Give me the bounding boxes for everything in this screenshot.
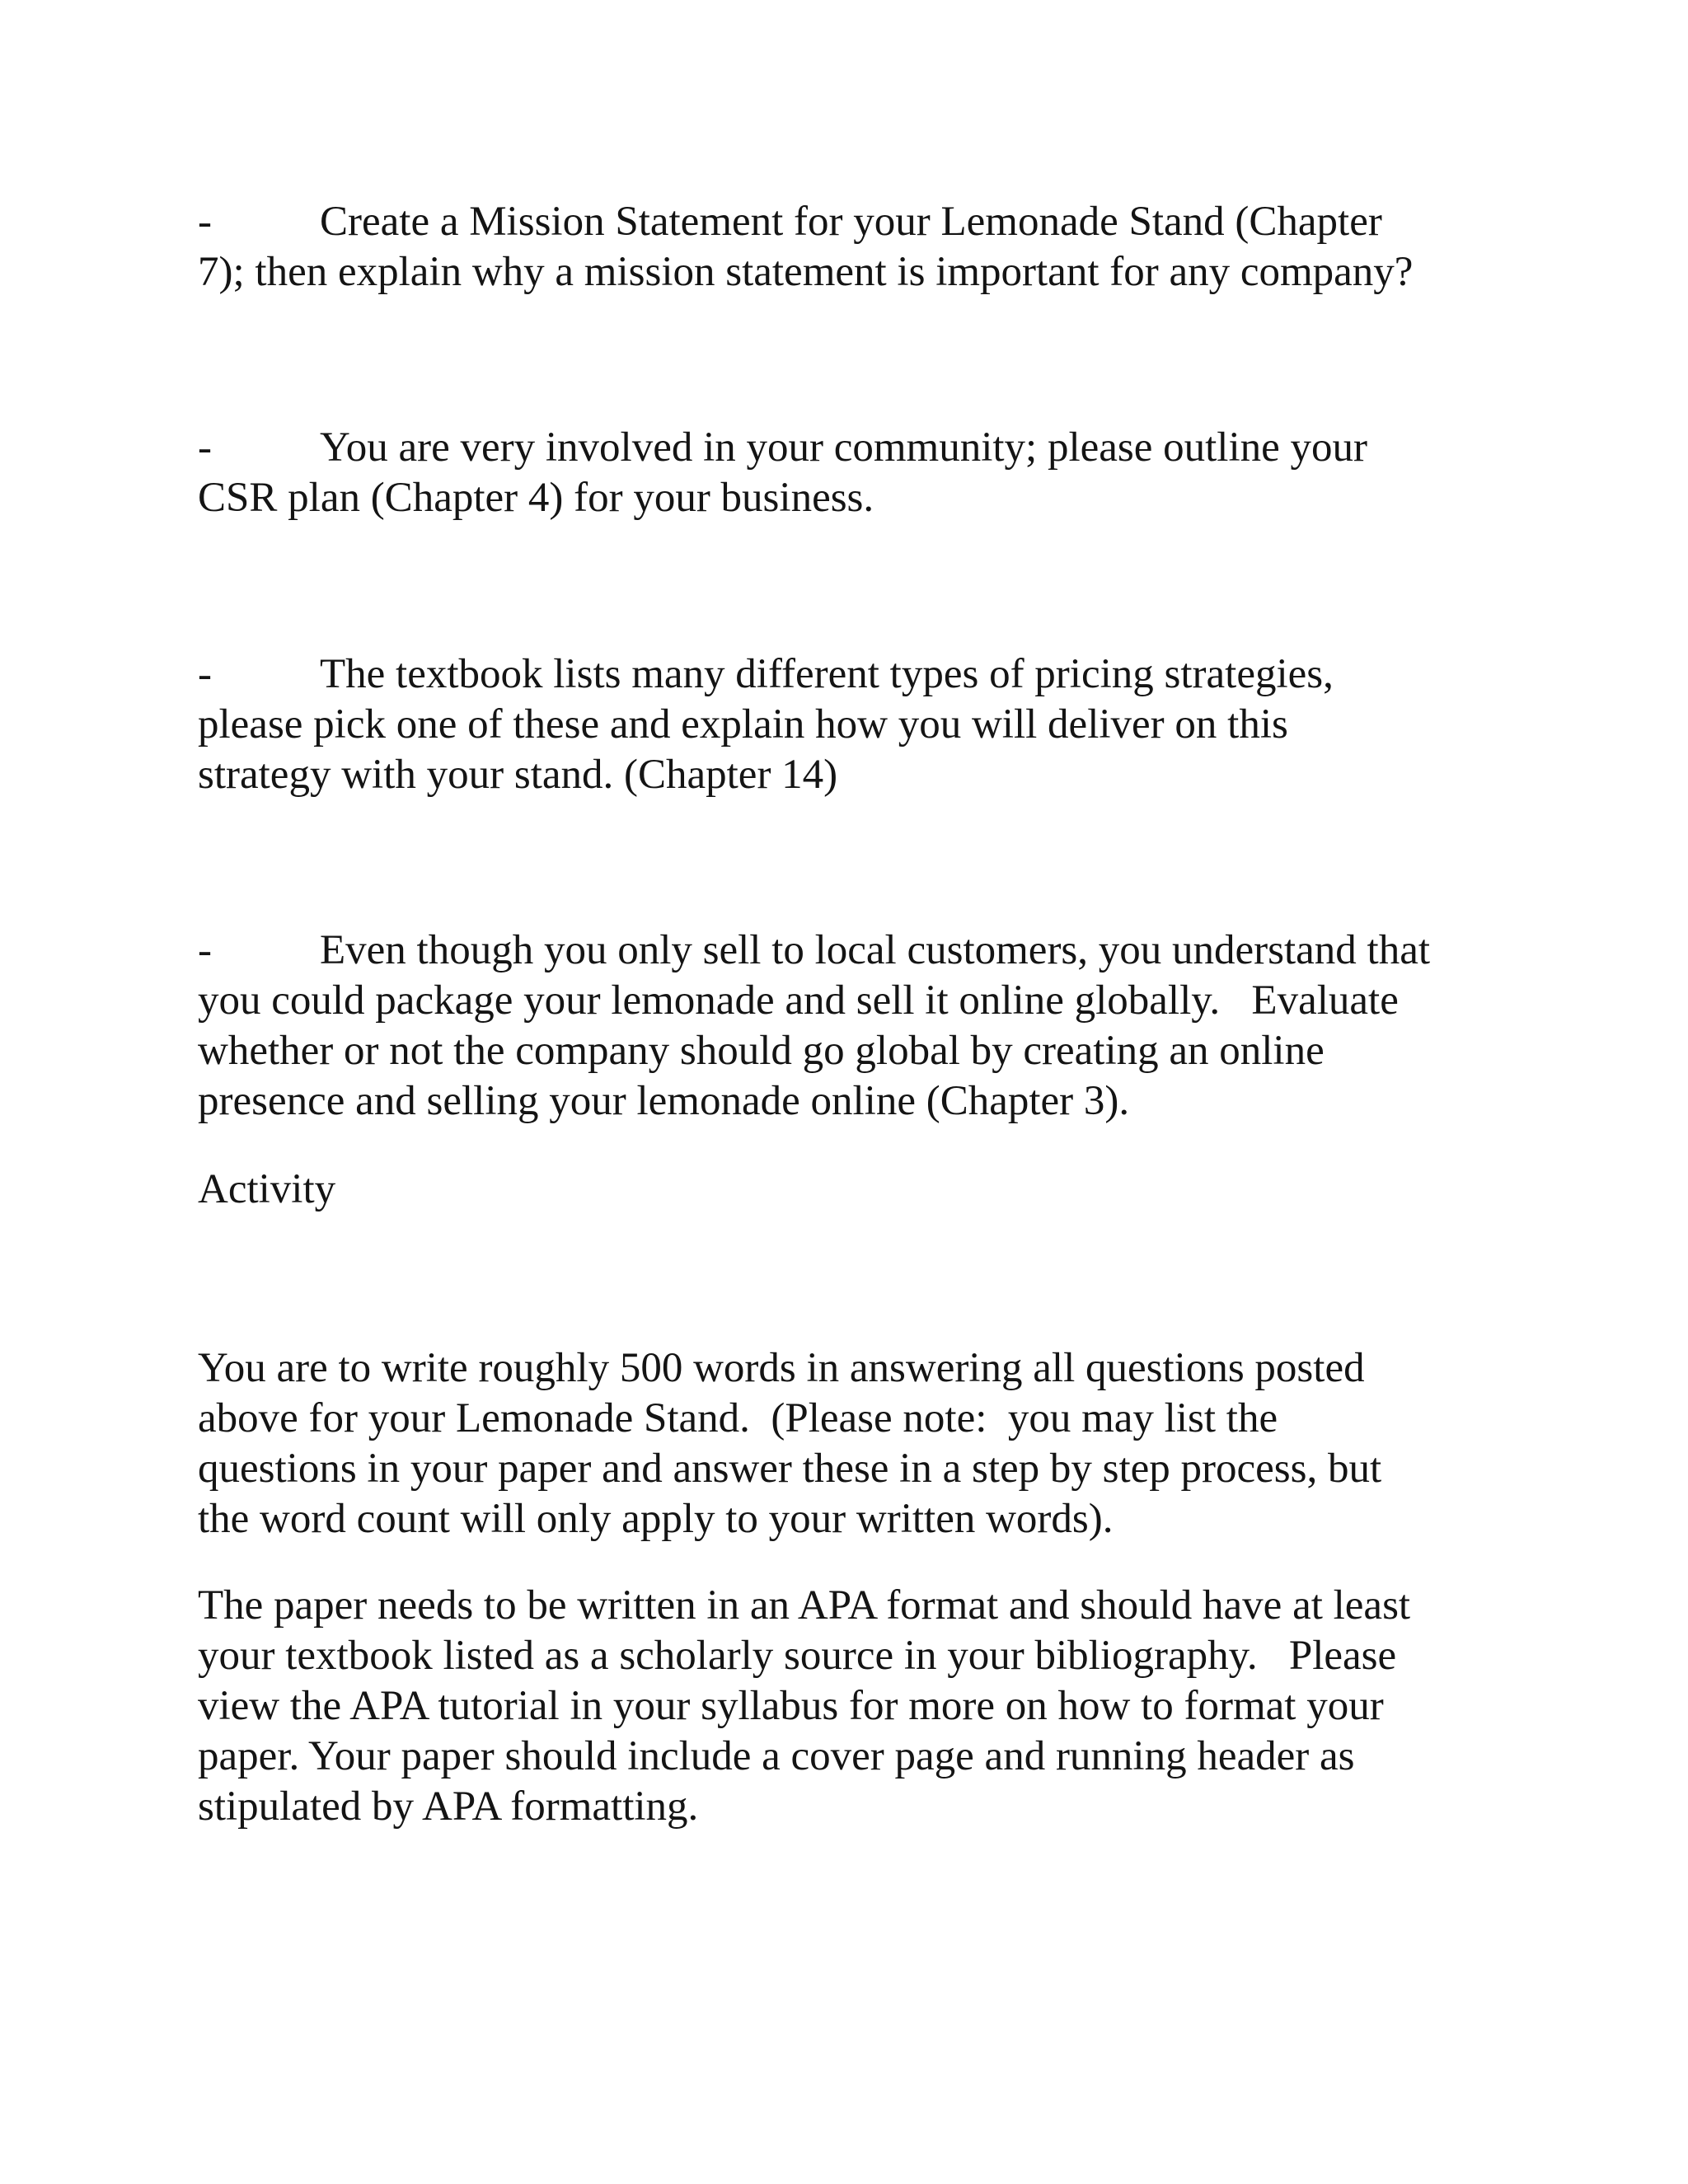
bullet-line: whether or not the company should go global by creating an online — [198, 1028, 1325, 1074]
bullet-line: please pick one of these and explain how you will deliver on this — [198, 701, 1288, 748]
bullet-text: The textbook lists many different types of pricing strategies, — [320, 651, 1334, 697]
bullet-line — [198, 649, 1517, 700]
bullet-line — [198, 926, 1517, 976]
paragraph-word-count — [198, 1343, 1517, 1544]
bullet-line: you could package your lemonade and sell it online globally. Evaluate — [198, 977, 1399, 1024]
bullet-go-global — [198, 926, 1517, 1127]
paragraph-line: stipulated by APA formatting. — [198, 1783, 699, 1830]
paragraph-line: The paper needs to be written in an APA format and should have at least — [198, 1582, 1411, 1629]
bullet-marker: - — [198, 651, 212, 697]
bullet-marker: - — [198, 927, 212, 973]
bullet-mission-statement — [198, 197, 1517, 298]
bullet-pricing-strategy — [198, 649, 1517, 800]
paragraph-line: your textbook listed as a scholarly source in your bibliography. Please — [198, 1633, 1397, 1679]
paragraph-line: above for your Lemonade Stand. (Please note: you may list the — [198, 1395, 1278, 1441]
bullet-line: 7); then explain why a mission statement is important for any company? — [198, 249, 1414, 295]
bullet-text: You are very involved in your community; please outline your — [320, 424, 1368, 471]
paragraph-line: the word count will only apply to your written words). — [198, 1496, 1114, 1542]
bullet-line: CSR plan (Chapter 4) for your business. — [198, 475, 874, 521]
paragraph-apa-format — [198, 1581, 1517, 1832]
paragraph-line: view the APA tutorial in your syllabus for more on how to format your — [198, 1683, 1384, 1729]
bullet-text: Create a Mission Statement for your Lemonade Stand (Chapter — [320, 199, 1382, 245]
bullet-line — [198, 423, 1517, 473]
paragraph-line: paper. Your paper should include a cover page and running header as — [198, 1733, 1355, 1779]
bullet-line — [198, 197, 1517, 247]
bullet-csr-plan — [198, 423, 1517, 523]
paragraph-line: questions in your paper and answer these in a step by step process, but — [198, 1446, 1382, 1492]
bullet-line: strategy with your stand. (Chapter 14) — [198, 752, 838, 798]
bullet-marker: - — [198, 199, 212, 245]
paragraph-line: You are to write roughly 500 words in answering all questions posted — [198, 1345, 1365, 1391]
bullet-line: presence and selling your lemonade online (Chapter 3). — [198, 1078, 1130, 1124]
bullet-marker: - — [198, 424, 212, 471]
activity-heading: Activity — [198, 1166, 336, 1212]
bullet-text: Even though you only sell to local customers, you understand that — [320, 927, 1431, 973]
